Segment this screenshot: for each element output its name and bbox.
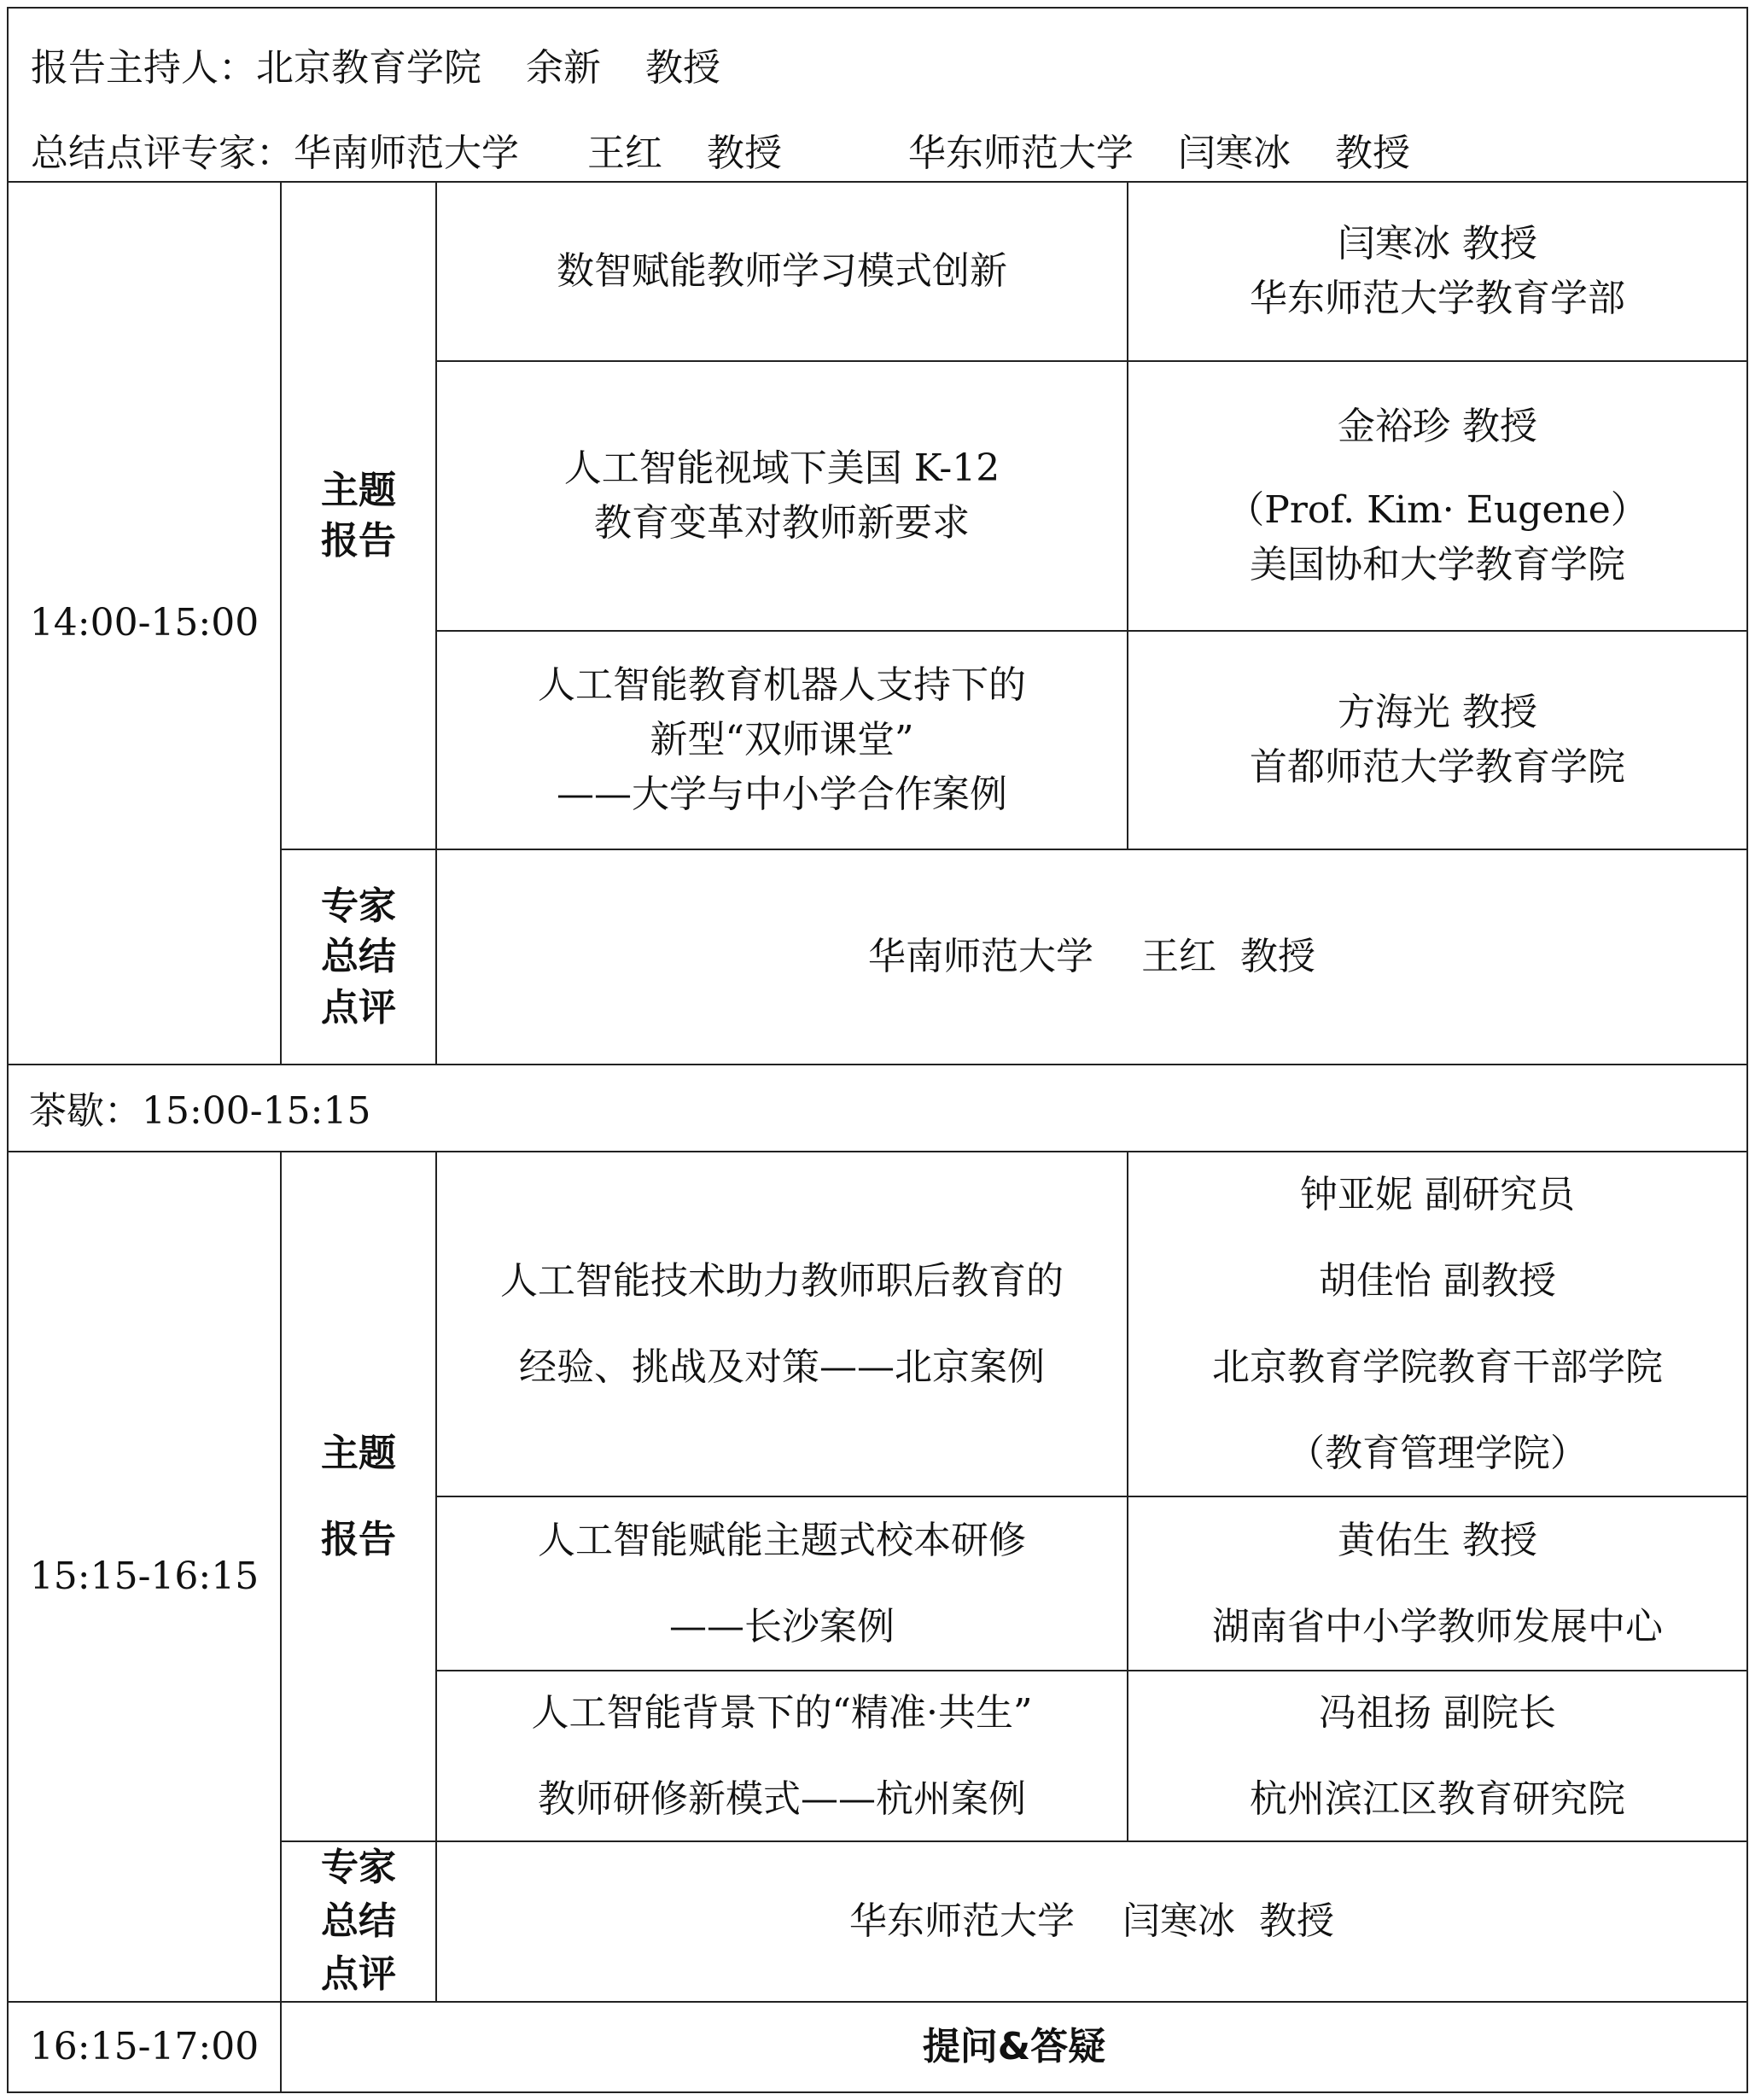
speaker-line: （教育管理学院） bbox=[1287, 1432, 1588, 1476]
speaker-line: 美国协和大学教育学院 bbox=[1250, 542, 1625, 586]
speaker-line: 黄佑生 教授 bbox=[1338, 1518, 1537, 1562]
report-title-line: 人工智能背景下的“精准·共生” bbox=[531, 1690, 1033, 1735]
speaker-line: 湖南省中小学教师发展中心 bbox=[1212, 1605, 1663, 1648]
host-title: 教授 bbox=[645, 46, 720, 90]
reviewer2-org: 华东师范大学 bbox=[908, 131, 1134, 175]
review-label-line: 总结 bbox=[321, 935, 396, 979]
session1-time-cell bbox=[7, 181, 282, 1065]
review-label-line: 点评 bbox=[321, 985, 396, 1030]
host-line bbox=[31, 46, 720, 90]
reviewer1-name: 王红 bbox=[587, 131, 662, 175]
session2-time: 15:15-16:15 bbox=[29, 1555, 259, 1599]
speaker-line: 首都师范大学教育学院 bbox=[1250, 745, 1625, 789]
session1-report2-title-cell bbox=[435, 360, 1128, 632]
review-label-line: 专家 bbox=[321, 884, 396, 928]
session1-review-text: 华南师范大学 王红 教授 bbox=[868, 935, 1315, 979]
speaker-line: 钟亚妮 副研究员 bbox=[1300, 1172, 1575, 1216]
reviewer1-title: 教授 bbox=[707, 131, 782, 175]
speaker-line: 杭州滨江区教育研究院 bbox=[1250, 1777, 1625, 1821]
session2-review-label-cell bbox=[280, 1840, 437, 2003]
report-title-line: ——长沙案例 bbox=[669, 1605, 895, 1648]
speaker-line: 北京教育学院教育干部学院 bbox=[1212, 1345, 1663, 1389]
review-label-line: 点评 bbox=[321, 1952, 396, 1997]
session2-report3-title-cell bbox=[435, 1670, 1128, 1842]
session1-report3-speaker-cell bbox=[1127, 630, 1748, 850]
report-title-line: 人工智能教育机器人支持下的 bbox=[538, 663, 1026, 708]
speaker-line: 方海光 教授 bbox=[1338, 691, 1537, 735]
header-cell bbox=[7, 7, 1748, 183]
session2-report1-speaker-cell bbox=[1127, 1151, 1748, 1497]
session2-report1-title-cell bbox=[435, 1151, 1128, 1497]
reviewer-line bbox=[31, 131, 1410, 175]
host-name: 余新 bbox=[526, 46, 601, 90]
report-title-line: 人工智能技术助力教师职后教育的 bbox=[500, 1258, 1064, 1303]
session1-report3-title-cell bbox=[435, 630, 1128, 850]
qa-cell bbox=[280, 2001, 1748, 2093]
session2-review-text: 华东师范大学 闫寒冰 教授 bbox=[849, 1899, 1334, 1944]
review-label-line: 专家 bbox=[321, 1846, 396, 1890]
break-cell bbox=[7, 1064, 1748, 1152]
session2-report2-title-cell bbox=[435, 1496, 1128, 1671]
session1-report1-title-cell bbox=[435, 181, 1128, 362]
report-title-line: 教师研修新模式——杭州案例 bbox=[538, 1777, 1026, 1821]
qa-label: 提问&答疑 bbox=[922, 2025, 1106, 2069]
speaker-line: 华东师范大学教育学部 bbox=[1250, 277, 1625, 320]
break-label: 茶歇：15:00-15:15 bbox=[29, 1089, 371, 1133]
session2-section-label-2: 报告 bbox=[321, 1518, 396, 1561]
session2-section-label-cell bbox=[280, 1151, 437, 1842]
report-title-line: 经验、挑战及对策——北京案例 bbox=[519, 1345, 1045, 1389]
report-title-line: ——大学与中小学合作案例 bbox=[557, 772, 1007, 816]
session1-time: 14:00-15:00 bbox=[29, 601, 259, 645]
reviewer-label: 总结点评专家：华南师范大学 bbox=[31, 131, 519, 175]
session2-report3-speaker-cell bbox=[1127, 1670, 1748, 1842]
session2-review-cell bbox=[435, 1840, 1748, 2003]
session1-report2-speaker-cell bbox=[1127, 360, 1748, 632]
report-title-line: 数智赋能教师学习模式创新 bbox=[557, 249, 1007, 294]
reviewer2-title: 教授 bbox=[1335, 131, 1410, 175]
session2-time-cell bbox=[7, 1151, 282, 2003]
speaker-line: （Prof. Kim· Eugene） bbox=[1227, 488, 1648, 533]
speaker-line: 闫寒冰 教授 bbox=[1338, 222, 1537, 266]
session1-report1-speaker-cell bbox=[1127, 181, 1748, 362]
report-title-line: 新型“双师课堂” bbox=[650, 718, 914, 762]
session2-report2-speaker-cell bbox=[1127, 1496, 1748, 1671]
session1-section-label-2: 报告 bbox=[321, 519, 396, 563]
report-title-line: 人工智能赋能主题式校本研修 bbox=[538, 1518, 1026, 1562]
speaker-line: 冯祖扬 副院长 bbox=[1319, 1690, 1556, 1735]
session1-section-label-cell bbox=[280, 181, 437, 850]
qa-time-cell bbox=[7, 2001, 282, 2093]
session1-review-label-cell bbox=[280, 849, 437, 1065]
report-title-line: 教育变革对教师新要求 bbox=[594, 501, 970, 545]
qa-time: 16:15-17:00 bbox=[29, 2025, 259, 2069]
speaker-line: 金裕珍 教授 bbox=[1338, 405, 1537, 449]
report-title-line: 人工智能视域下美国 K-12 bbox=[563, 446, 1000, 491]
reviewer2-name: 闫寒冰 bbox=[1178, 131, 1291, 175]
review-label-line: 总结 bbox=[321, 1899, 396, 1943]
host-label: 报告主持人：北京教育学院 bbox=[31, 46, 481, 90]
session2-section-label-1: 主题 bbox=[321, 1431, 396, 1475]
session1-section-label-1: 主题 bbox=[321, 468, 396, 512]
session1-review-cell bbox=[435, 849, 1748, 1065]
speaker-line: 胡佳怡 副教授 bbox=[1319, 1258, 1556, 1303]
